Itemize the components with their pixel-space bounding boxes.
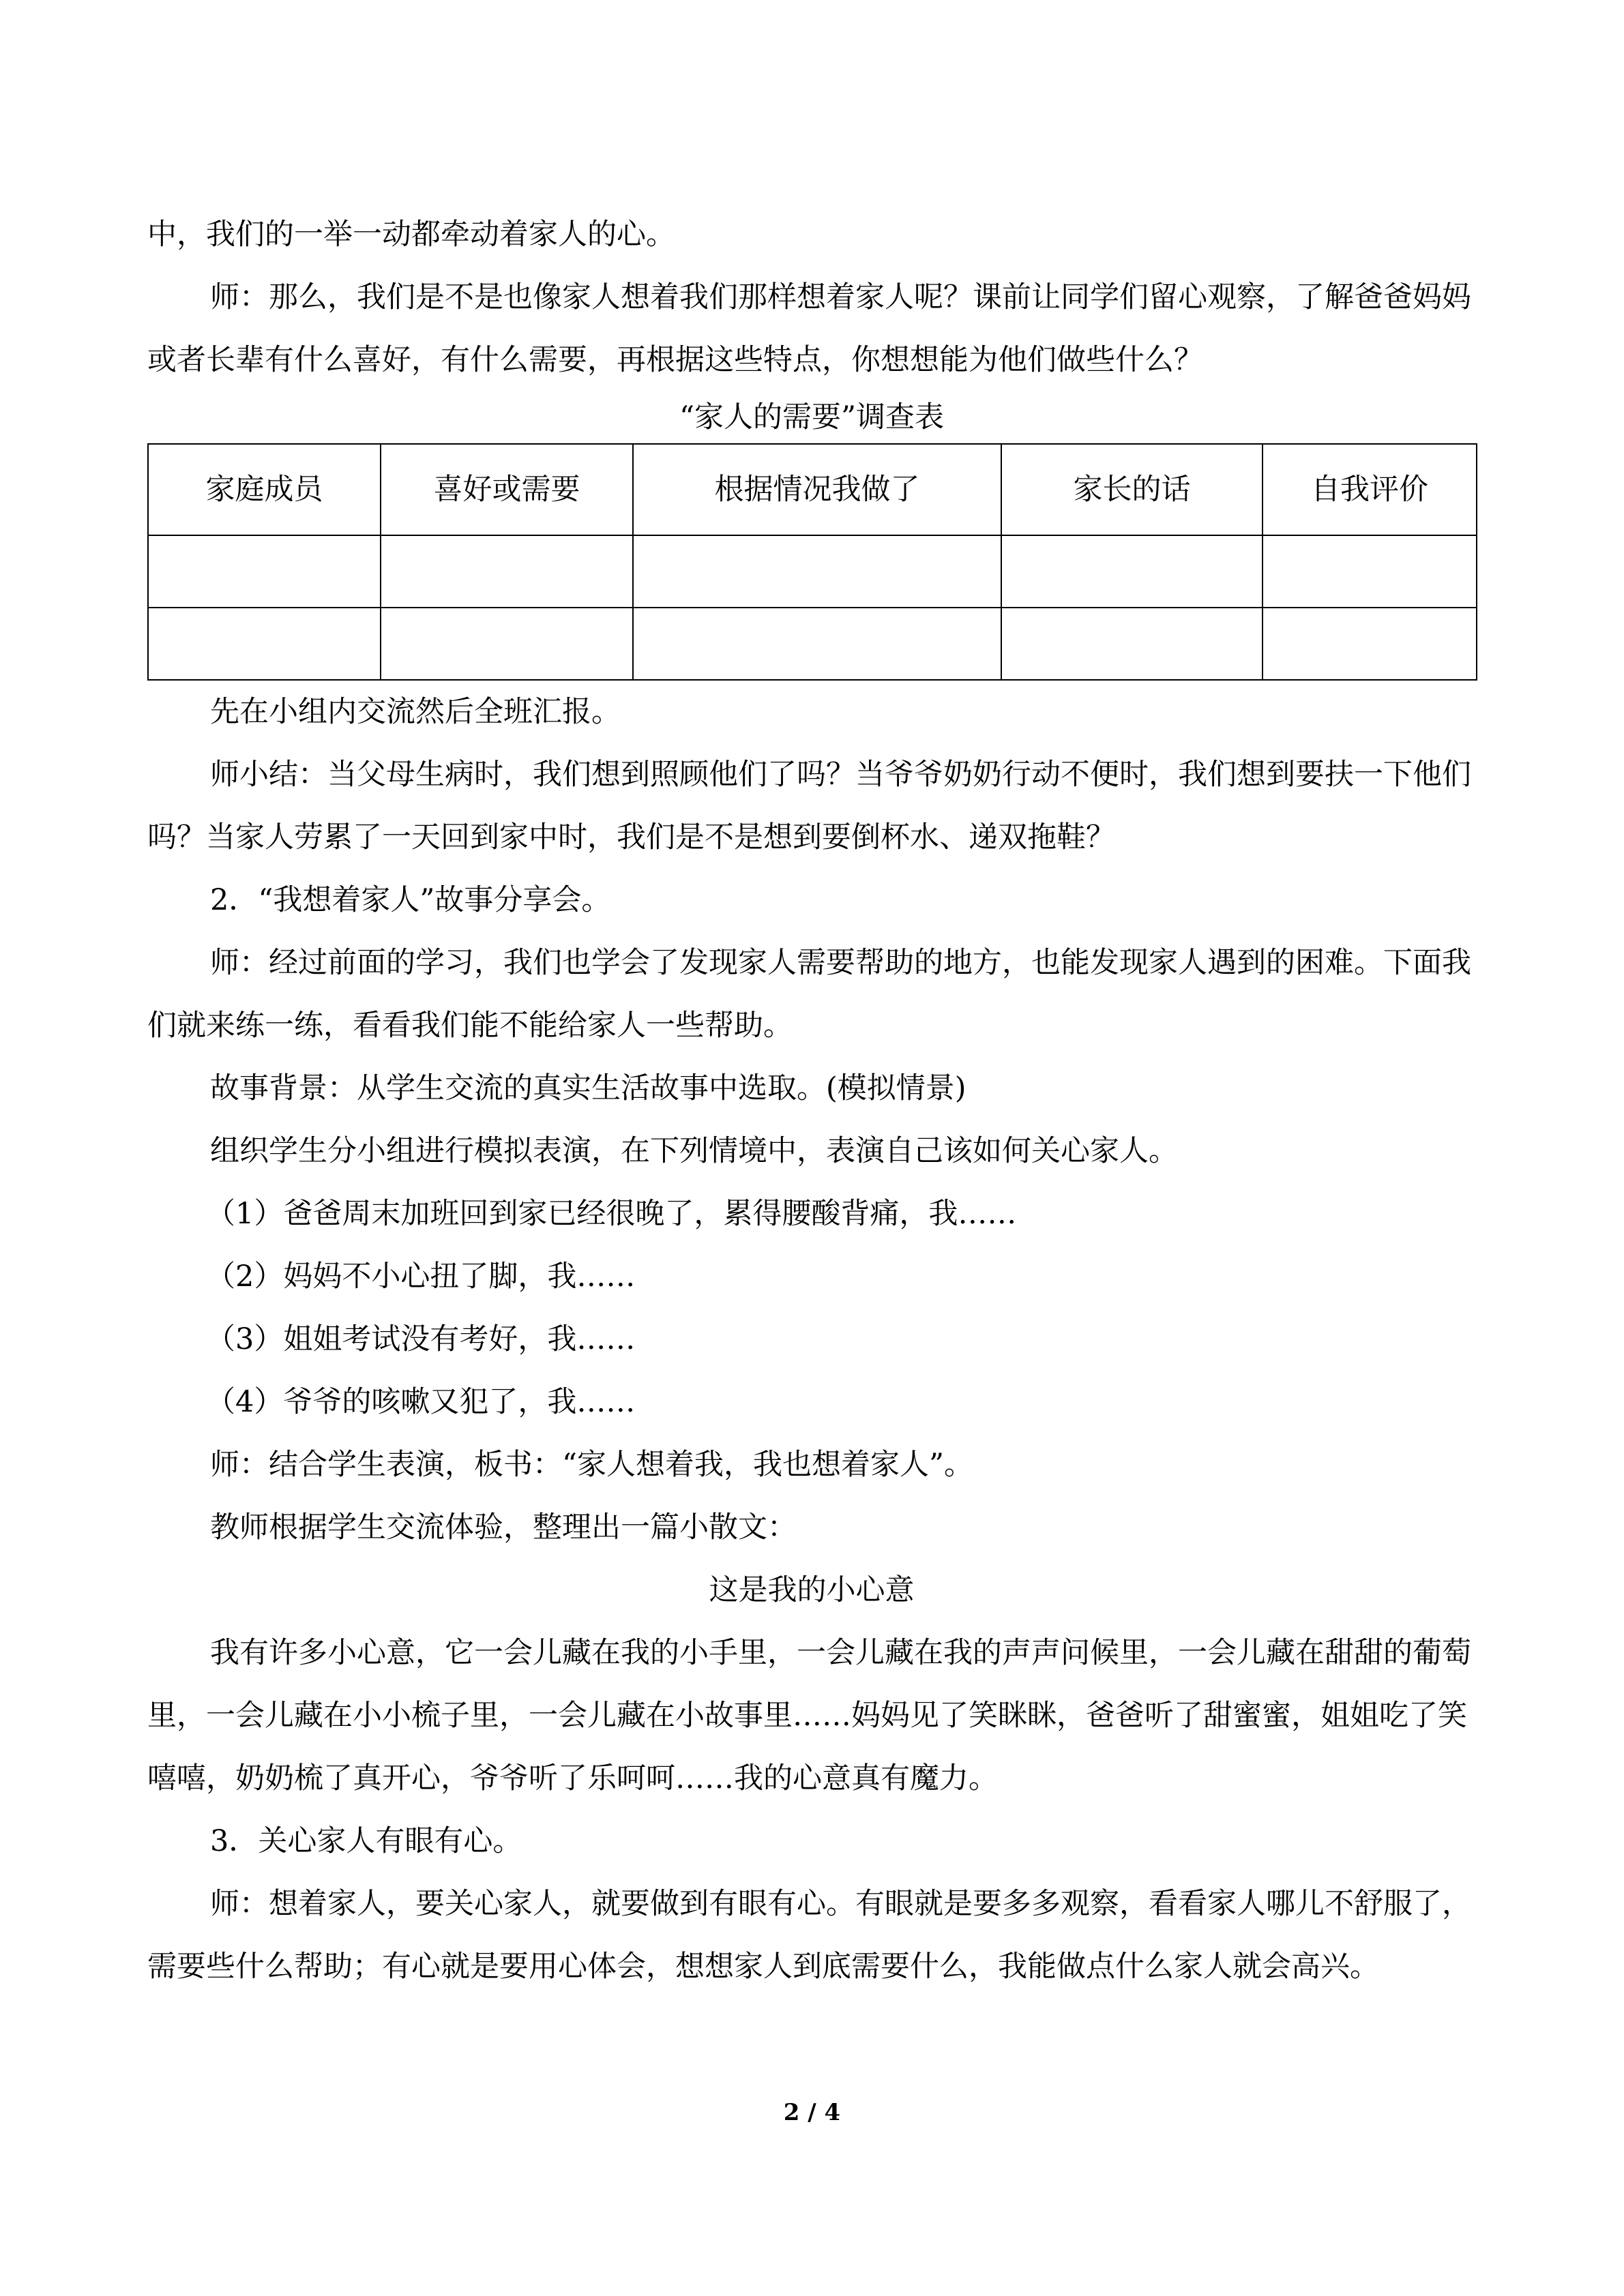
document-body [147, 203, 1476, 1998]
scenario-item: （2）妈妈不小心扭了脚，我…… [206, 1259, 636, 1294]
table-cell [381, 535, 633, 608]
paragraph-essay-intro: 教师根据学生交流体验，整理出一篇小散文： [210, 1510, 797, 1545]
table-header-cell: 自我评价 [1263, 444, 1477, 535]
table-cell [1263, 535, 1477, 608]
table-cell [1263, 608, 1477, 680]
scenario-item: （4）爷爷的咳嗽又犯了，我…… [206, 1385, 636, 1419]
section-heading-3: 3．关心家人有眼有心。 [210, 1824, 522, 1858]
paragraph-teacher-2: 师：经过前面的学习，我们也学会了发现家人需要帮助的地方，也能发现家人遇到的困难。下面我们就来练一练，看看我们能不能给家人一些帮助。 [147, 946, 1471, 1043]
paragraph-intro-2: 师：那么，我们是不是也像家人想着我们那样想着家人呢？课前让同学们留心观察，了解爸爸妈妈或者长辈有什么喜好，有什么需要，再根据这些特点，你想想能为他们做些什么？ [147, 280, 1471, 377]
table-header-cell: 家庭成员 [148, 444, 381, 535]
paragraph-organize: 组织学生分小组进行模拟表演，在下列情境中，表演自己该如何关心家人。 [210, 1134, 1178, 1168]
table-caption: “家人的需要”调查表 [679, 400, 944, 434]
paragraph-report: 先在小组内交流然后全班汇报。 [210, 695, 621, 729]
table-row [148, 608, 1477, 680]
table-cell [148, 608, 381, 680]
table-header-cell: 家长的话 [1001, 444, 1263, 535]
table-header-row [148, 444, 1477, 535]
survey-table-block [147, 391, 1476, 681]
table-cell [1001, 535, 1263, 608]
paragraph-teacher-3: 师：想着家人，要关心家人，就要做到有眼有心。有眼就是要多多观察，看看家人哪儿不舒服了，需要些什么帮助；有心就是要用心体会，想想家人到底需要什么，我能做点什么家人就会高兴。 [147, 1887, 1471, 1984]
table-cell [148, 535, 381, 608]
scenario-item: （3）姐姐考试没有考好，我…… [206, 1322, 636, 1356]
essay-title: 这是我的小心意 [709, 1573, 915, 1607]
page-number: 2 / 4 [783, 2099, 841, 2126]
paragraph-summary: 师小结：当父母生病时，我们想到照顾他们了吗？当爷爷奶奶行动不便时，我们想到要扶一下他们吗？当家人劳累了一天回到家中时，我们是不是想到要倒杯水、递双拖鞋？ [147, 758, 1471, 854]
table-cell [633, 535, 1001, 608]
table-cell [381, 608, 633, 680]
table-cell [1001, 608, 1263, 680]
paragraph-background: 故事背景：从学生交流的真实生活故事中选取。(模拟情景) [210, 1071, 966, 1105]
table-header-cell: 根据情况我做了 [633, 444, 1001, 535]
section-heading-2: 2．“我想着家人”故事分享会。 [210, 883, 611, 917]
survey-table [147, 443, 1477, 681]
table-cell [633, 608, 1001, 680]
essay-text: 我有许多小心意，它一会儿藏在我的小手里，一会儿藏在我的声声问候里，一会儿藏在甜甜的葡萄里，一会儿藏在小小梳子里，一会儿藏在小故事里……妈妈见了笑眯眯，爸爸听了甜蜜蜜，姐姐吃了笑嘻嘻，奶奶梳了真开心，爷爷听了乐呵呵……我的心意真有魔力。 [147, 1636, 1471, 1795]
scenario-item: （1）爸爸周末加班回到家已经很晚了，累得腰酸背痛，我…… [206, 1197, 1017, 1231]
table-row [148, 535, 1477, 608]
paragraph-board: 师：结合学生表演，板书：“家人想着我，我也想着家人”。 [210, 1448, 973, 1482]
paragraph-intro-1: 中，我们的一举一动都牵动着家人的心。 [147, 218, 675, 252]
table-header-cell: 喜好或需要 [381, 444, 633, 535]
